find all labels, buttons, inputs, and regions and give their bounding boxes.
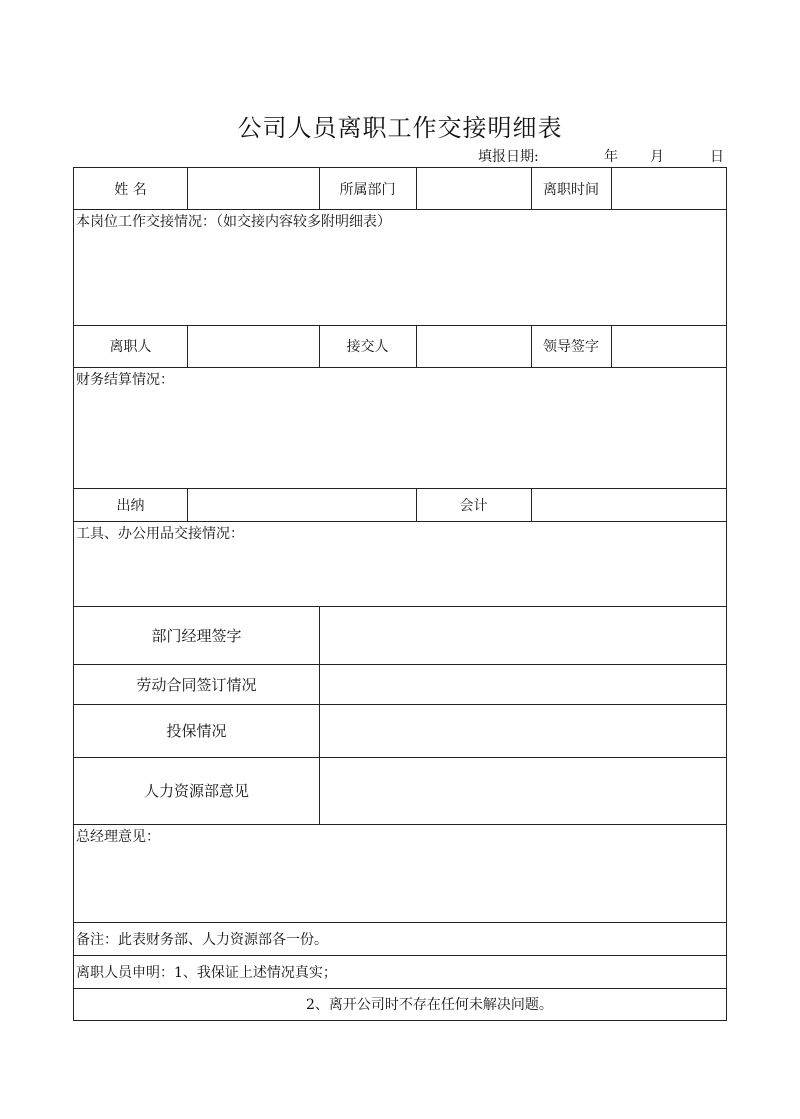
gm-opinion-label: 总经理意见： <box>76 829 160 845</box>
fill-date-day: 日 <box>710 149 724 165</box>
finance-label: 财务结算情况： <box>76 372 174 388</box>
tools-label: 工具、办公用品交接情况： <box>76 526 244 542</box>
department-field[interactable] <box>416 168 531 209</box>
name-field[interactable] <box>187 168 319 209</box>
leader-sign-field[interactable] <box>611 325 726 367</box>
accountant-label: 会计 <box>459 497 488 514</box>
cashier-field[interactable] <box>187 488 416 521</box>
receiver-label: 接交人 <box>346 339 389 355</box>
leave-time-field[interactable] <box>611 168 726 209</box>
department-label: 所属部门 <box>339 181 396 198</box>
declaration-line-1: 离职人员申明：1、我保证上述情况真实； <box>76 964 337 981</box>
leaver-label: 离职人 <box>109 339 152 355</box>
handover-section[interactable] <box>74 209 726 325</box>
note-text: 备注：此表财务部、人力资源部各一份。 <box>76 931 328 948</box>
leave-time-label: 离职时间 <box>543 181 599 198</box>
hr-opinion-label: 人力资源部意见 <box>143 782 249 800</box>
receiver-field[interactable] <box>416 325 531 367</box>
labor-contract-label: 劳动合同签订情况 <box>136 675 257 694</box>
handover-label: 本岗位工作交接情况：（如交接内容较多附明细表） <box>76 214 391 230</box>
insurance-label: 投保情况 <box>166 722 227 740</box>
hr-opinion-field[interactable] <box>319 757 726 824</box>
fill-date-month: 月 <box>650 149 664 165</box>
name-label: 姓 名 <box>114 181 147 198</box>
finance-section[interactable] <box>74 367 726 488</box>
tools-section[interactable] <box>74 521 726 606</box>
dept-manager-sign-label: 部门经理签字 <box>151 626 242 645</box>
leaver-field[interactable] <box>187 325 319 367</box>
fill-date-label: 填报日期: <box>478 149 539 165</box>
handover-form <box>73 167 727 1021</box>
insurance-field[interactable] <box>319 704 726 757</box>
cashier-label: 出纳 <box>116 497 145 514</box>
fill-date-year: 年 <box>604 149 618 165</box>
leader-sign-label: 领导签字 <box>543 339 599 355</box>
declaration-line-2: 2、离开公司时不存在任何未解决问题。 <box>306 996 553 1013</box>
labor-contract-field[interactable] <box>319 664 726 704</box>
page-title: 公司人员离职工作交接明细表 <box>237 114 563 142</box>
fill-date-row <box>478 146 726 166</box>
dept-manager-sign-field[interactable] <box>319 606 726 664</box>
gm-opinion-section[interactable] <box>74 824 726 922</box>
accountant-field[interactable] <box>531 488 726 521</box>
